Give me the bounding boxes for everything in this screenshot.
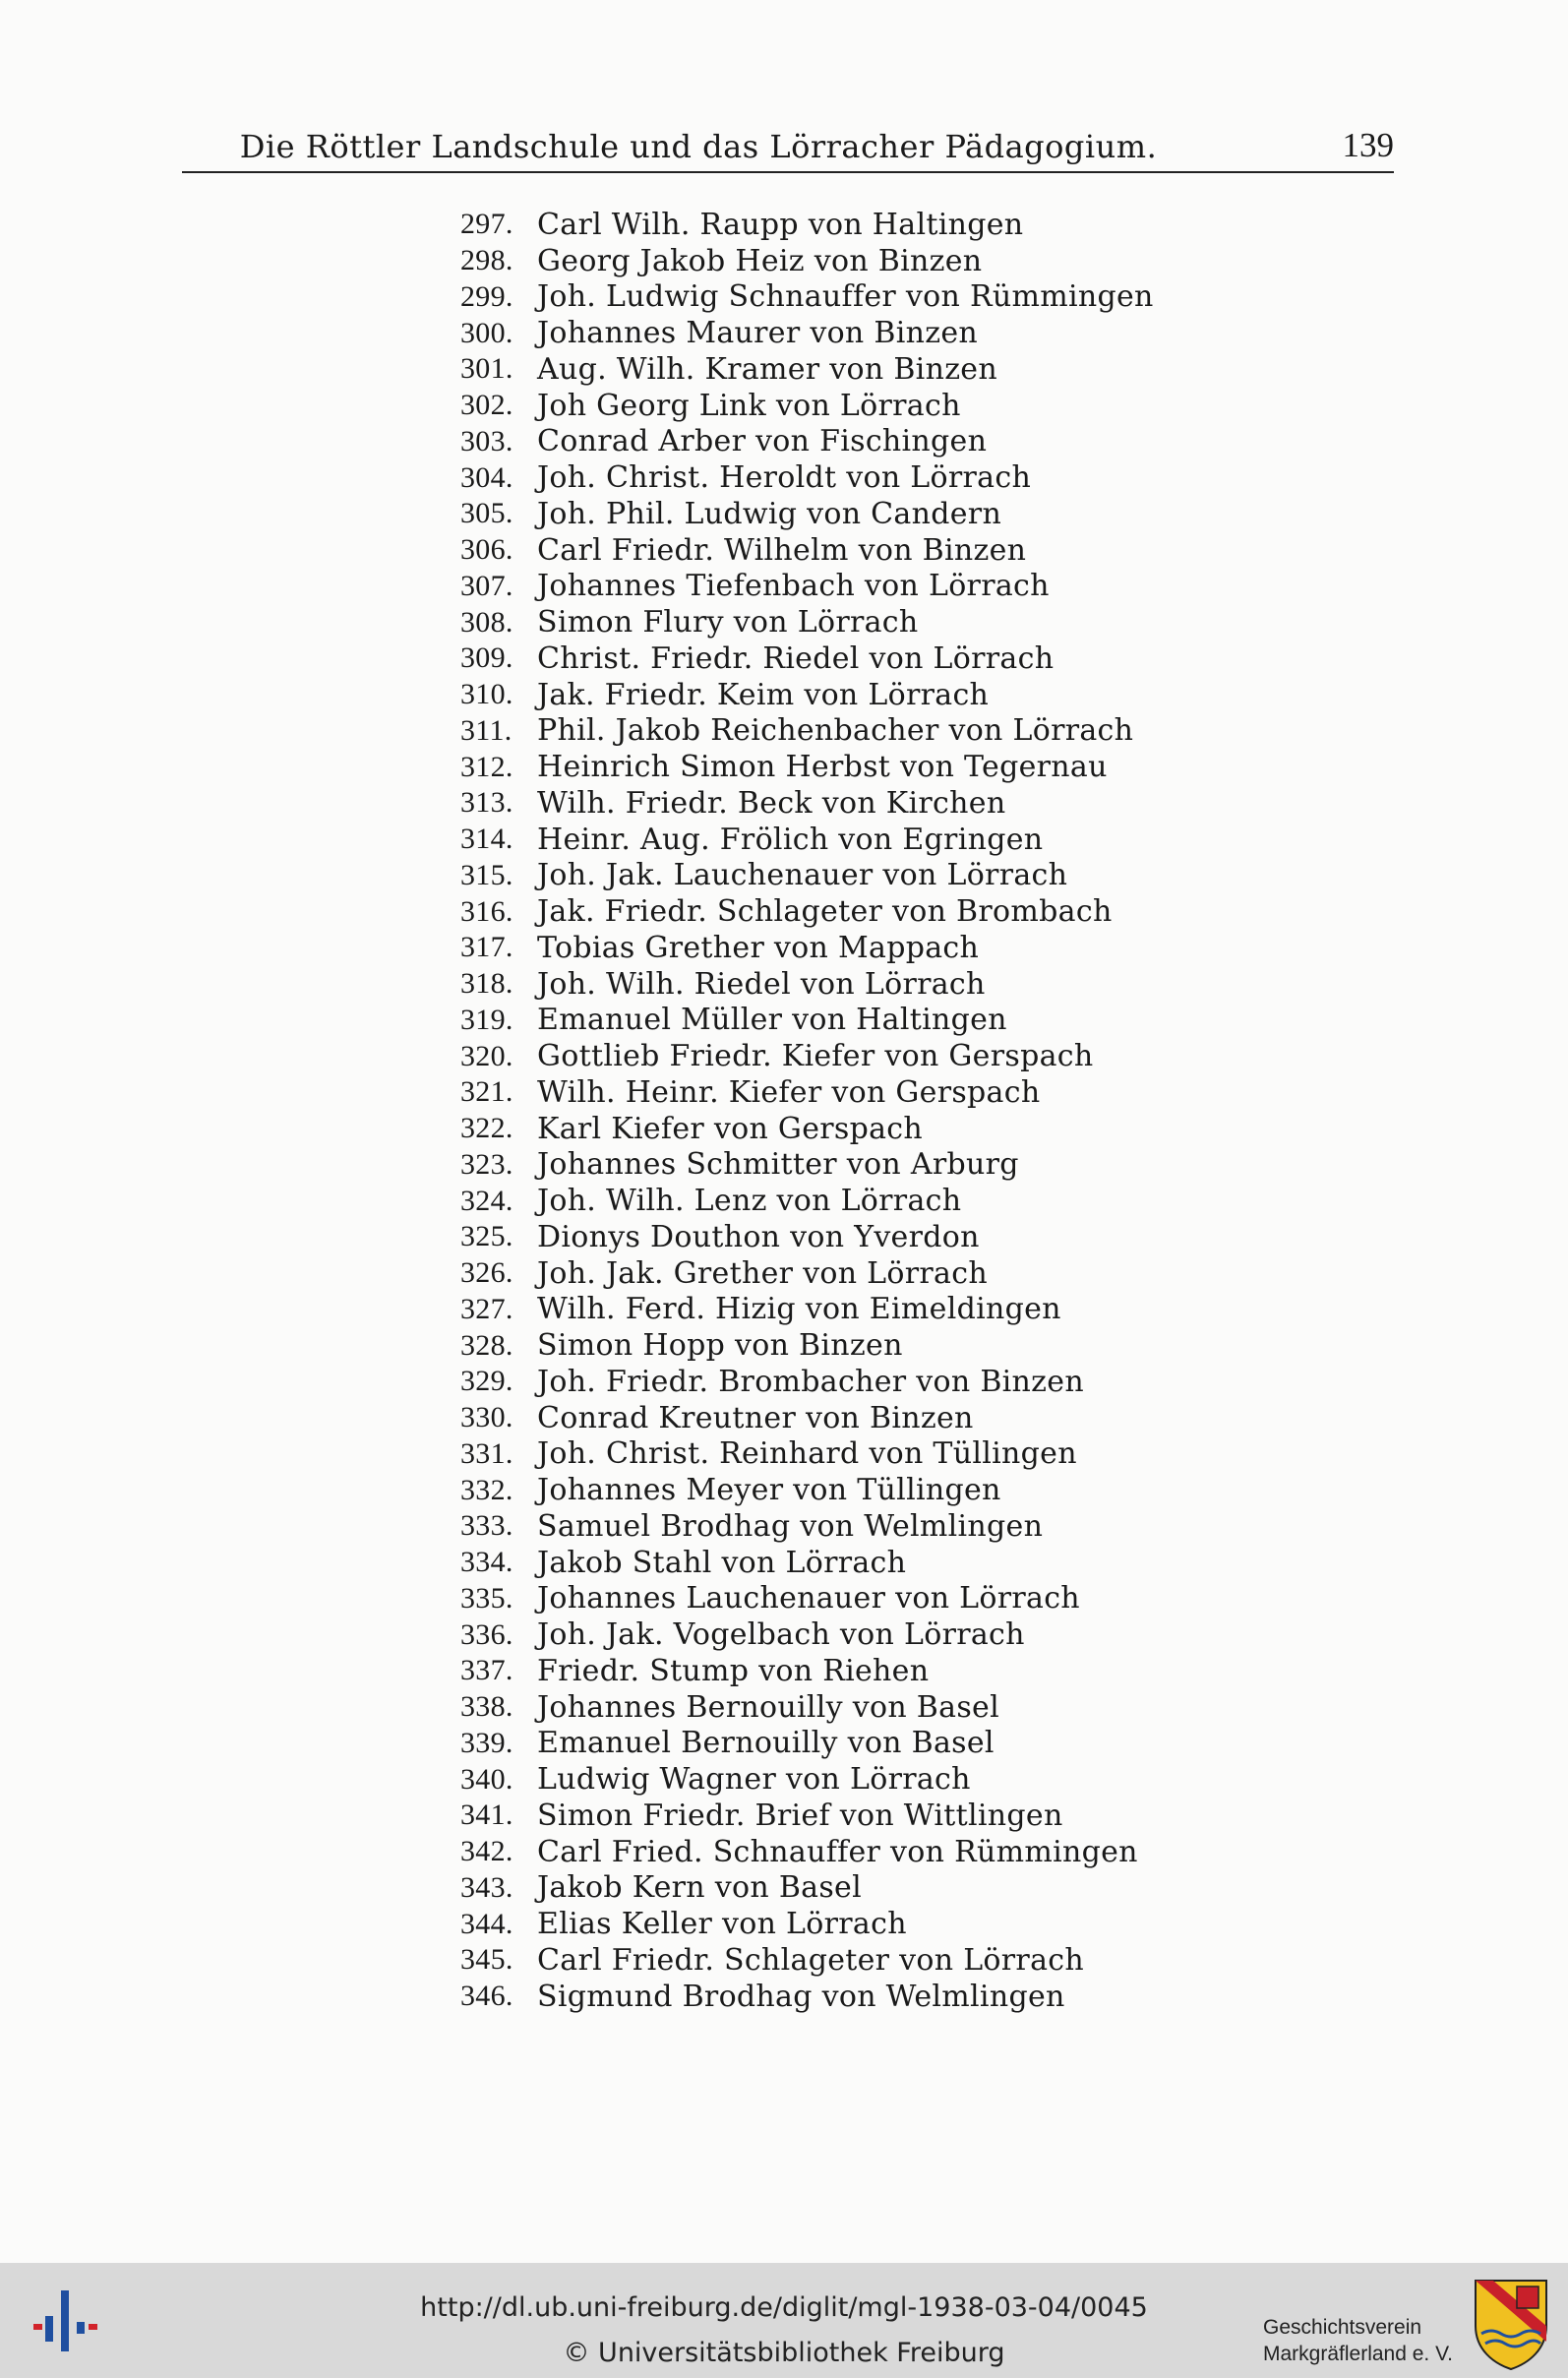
list-item <box>460 1038 1154 1074</box>
entry-name: Aug. Wilh. Kramer von Binzen <box>537 351 997 387</box>
entry-name: Johannes Schmitter von Arburg <box>537 1147 1019 1183</box>
list-item <box>460 243 1154 279</box>
list-item <box>460 749 1154 785</box>
list-item <box>460 1364 1154 1400</box>
list-item <box>460 1653 1154 1689</box>
entry-name: Joh. Wilh. Riedel von Lörrach <box>537 966 986 1002</box>
entry-name: Johannes Bernouilly von Basel <box>537 1689 999 1725</box>
list-item <box>460 1689 1154 1726</box>
list-item <box>460 1581 1154 1617</box>
list-item <box>460 1292 1154 1328</box>
list-item <box>460 1508 1154 1545</box>
list-item <box>460 279 1154 316</box>
entry-name: Simon Friedr. Brief von Wittlingen <box>537 1798 1063 1833</box>
entry-name: Carl Fried. Schnauffer von Rümmingen <box>537 1834 1138 1869</box>
entry-number: 310. <box>460 678 513 711</box>
society-name <box>1263 2314 1453 2367</box>
society-name-line-2: Markgräflerland e. V. <box>1263 2343 1453 2365</box>
list-item <box>460 966 1154 1003</box>
list-item <box>460 1545 1154 1581</box>
list-item <box>460 388 1154 424</box>
entry-number: 298. <box>460 244 513 277</box>
entry-number: 335. <box>460 1581 513 1615</box>
entry-number: 302. <box>460 389 513 422</box>
list-item <box>460 1327 1154 1364</box>
entry-number: 338. <box>460 1690 513 1724</box>
list-item <box>460 893 1154 930</box>
list-item <box>460 315 1154 351</box>
entry-name: Wilh. Ferd. Hizig von Eimeldingen <box>537 1292 1061 1327</box>
entry-number: 318. <box>460 967 513 1001</box>
entry-number: 316. <box>460 894 513 928</box>
entry-number: 339. <box>460 1726 513 1759</box>
list-item <box>460 1942 1154 1979</box>
coat-of-arms-icon <box>1472 2277 1550 2371</box>
entry-name: Heinr. Aug. Frölich von Egringen <box>537 822 1044 857</box>
entry-name: Joh. Friedr. Brombacher von Binzen <box>537 1364 1084 1399</box>
list-item <box>460 351 1154 388</box>
entry-number: 329. <box>460 1365 513 1398</box>
entry-name: Johannes Tiefenbach von Lörrach <box>537 569 1050 604</box>
entry-name: Jakob Kern von Basel <box>537 1870 862 1906</box>
entry-number: 345. <box>460 1943 513 1977</box>
entry-number: 307. <box>460 569 513 602</box>
entry-number: 325. <box>460 1220 513 1253</box>
list-item <box>460 1255 1154 1292</box>
list-item <box>460 1834 1154 1870</box>
entry-number: 301. <box>460 352 513 386</box>
entry-number: 343. <box>460 1870 513 1904</box>
list-item <box>460 424 1154 460</box>
entry-name: Joh. Phil. Ludwig von Candern <box>537 496 1002 531</box>
list-item <box>460 1761 1154 1798</box>
entry-name: Johannes Lauchenauer von Lörrach <box>537 1581 1080 1616</box>
entry-number: 317. <box>460 931 513 964</box>
entry-name: Johannes Meyer von Tüllingen <box>537 1473 1001 1508</box>
list-item <box>460 207 1154 243</box>
entry-number: 308. <box>460 605 513 639</box>
list-item <box>460 1183 1154 1219</box>
list-item <box>460 1726 1154 1762</box>
entry-number: 305. <box>460 497 513 530</box>
entry-number: 311. <box>460 713 513 747</box>
entry-number: 303. <box>460 424 513 457</box>
entry-name: Jak. Friedr. Schlageter von Brombach <box>537 894 1113 930</box>
entry-number: 299. <box>460 279 513 313</box>
entry-number: 304. <box>460 460 513 494</box>
list-item <box>460 713 1154 750</box>
entry-number: 326. <box>460 1256 513 1290</box>
entry-number: 328. <box>460 1328 513 1362</box>
entry-number: 341. <box>460 1799 513 1832</box>
entry-name: Emanuel Müller von Haltingen <box>537 1003 1007 1038</box>
list-item <box>460 496 1154 532</box>
entry-name: Joh. Ludwig Schnauffer von Rümmingen <box>537 279 1154 315</box>
entry-name: Simon Hopp von Binzen <box>537 1328 903 1364</box>
entry-number: 336. <box>460 1617 513 1651</box>
entry-name: Heinrich Simon Herbst von Tegernau <box>537 750 1108 785</box>
entry-name: Sigmund Brodhag von Welmlingen <box>537 1979 1065 2014</box>
list-item <box>460 1436 1154 1473</box>
entry-name: Joh. Christ. Reinhard von Tüllingen <box>537 1436 1077 1472</box>
entry-number: 330. <box>460 1401 513 1434</box>
list-item <box>460 930 1154 966</box>
entry-name: Ludwig Wagner von Lörrach <box>537 1762 971 1798</box>
entry-number: 297. <box>460 208 513 241</box>
entry-name: Joh. Christ. Heroldt von Lörrach <box>537 460 1032 496</box>
entry-name: Wilh. Heinr. Kiefer von Gerspach <box>537 1074 1041 1110</box>
entry-number: 306. <box>460 533 513 567</box>
list-item <box>460 569 1154 605</box>
entry-name: Joh. Wilh. Lenz von Lörrach <box>537 1184 962 1219</box>
entry-number: 320. <box>460 1039 513 1072</box>
list-item <box>460 1906 1154 1942</box>
entry-name: Emanuel Bernouilly von Basel <box>537 1726 995 1761</box>
entry-number: 313. <box>460 786 513 820</box>
copyright-notice: © Universitätsbibliothek Freiburg <box>563 2338 1005 2368</box>
entry-name: Dionys Douthon von Yverdon <box>537 1219 980 1254</box>
entry-number: 331. <box>460 1436 513 1470</box>
entry-name: Simon Flury von Lörrach <box>537 605 919 640</box>
list-item <box>460 1147 1154 1184</box>
running-header <box>182 120 1394 173</box>
entry-name: Joh Georg Link von Lörrach <box>537 388 961 423</box>
entry-number: 314. <box>460 823 513 856</box>
entry-number: 309. <box>460 641 513 675</box>
list-item <box>460 677 1154 713</box>
source-url-link[interactable]: http://dl.ub.uni-freiburg.de/diglit/mgl-1938-03-04/0045 <box>420 2292 1148 2323</box>
list-item <box>460 604 1154 640</box>
society-name-line-1: Geschichtsverein <box>1263 2316 1422 2339</box>
entry-name: Christ. Friedr. Riedel von Lörrach <box>537 640 1055 676</box>
entry-number: 346. <box>460 1980 513 2013</box>
list-item <box>460 532 1154 569</box>
entry-number: 340. <box>460 1762 513 1796</box>
entry-number: 333. <box>460 1509 513 1543</box>
entry-name: Karl Kiefer von Gerspach <box>537 1111 923 1146</box>
entry-name: Carl Wilh. Raupp von Haltingen <box>537 207 1024 242</box>
entry-name: Carl Friedr. Schlageter von Lörrach <box>537 1942 1084 1978</box>
entry-name: Elias Keller von Lörrach <box>537 1907 907 1942</box>
entry-name: Jak. Friedr. Keim von Lörrach <box>537 677 990 712</box>
list-item <box>460 459 1154 496</box>
list-item <box>460 1400 1154 1436</box>
entry-name: Carl Friedr. Wilhelm von Binzen <box>537 532 1027 568</box>
entry-name: Friedr. Stump von Riehen <box>537 1653 930 1688</box>
entry-name: Conrad Arber von Fischingen <box>537 424 988 459</box>
entry-name: Joh. Jak. Vogelbach von Lörrach <box>537 1617 1025 1653</box>
entry-number: 312. <box>460 750 513 783</box>
list-item <box>460 1798 1154 1834</box>
list-item <box>460 1111 1154 1147</box>
entry-name: Tobias Grether von Mappach <box>537 930 980 965</box>
entry-number: 337. <box>460 1654 513 1687</box>
entry-name: Gottlieb Friedr. Kiefer von Gerspach <box>537 1039 1094 1074</box>
entry-number: 327. <box>460 1292 513 1325</box>
list-item <box>460 1472 1154 1508</box>
entry-name: Conrad Kreutner von Binzen <box>537 1400 974 1435</box>
entry-number: 323. <box>460 1147 513 1181</box>
entry-number: 315. <box>460 858 513 891</box>
entry-number: 324. <box>460 1184 513 1217</box>
list-item <box>460 640 1154 677</box>
entry-number: 342. <box>460 1835 513 1868</box>
entry-name: Johannes Maurer von Binzen <box>537 316 979 351</box>
list-item <box>460 785 1154 822</box>
list-item <box>460 1003 1154 1039</box>
list-item <box>460 1074 1154 1111</box>
list-item <box>460 858 1154 894</box>
running-title: Die Röttler Landschule und das Lörracher Pädagogium. <box>239 128 1158 165</box>
list-item <box>460 1870 1154 1907</box>
entry-name: Georg Jakob Heiz von Binzen <box>537 243 983 278</box>
list-item <box>460 822 1154 858</box>
entry-number: 319. <box>460 1003 513 1036</box>
page-number: 139 <box>1342 126 1394 164</box>
list-item <box>460 1979 1154 2015</box>
entry-number: 332. <box>460 1473 513 1506</box>
entry-name: Phil. Jakob Reichenbacher von Lörrach <box>537 713 1134 749</box>
entry-number: 334. <box>460 1546 513 1579</box>
list-item <box>460 1219 1154 1255</box>
entry-number: 300. <box>460 316 513 349</box>
entry-name: Samuel Brodhag von Welmlingen <box>537 1508 1044 1544</box>
student-list <box>460 207 1154 2015</box>
entry-name: Jakob Stahl von Lörrach <box>537 1545 907 1580</box>
footer-bar <box>0 2263 1568 2378</box>
entry-name: Joh. Jak. Lauchenauer von Lörrach <box>537 858 1068 893</box>
entry-name: Joh. Jak. Grether von Lörrach <box>537 1255 988 1291</box>
entry-name: Wilh. Friedr. Beck von Kirchen <box>537 785 1006 821</box>
entry-number: 344. <box>460 1907 513 1940</box>
entry-number: 321. <box>460 1075 513 1109</box>
entry-number: 322. <box>460 1112 513 1145</box>
list-item <box>460 1616 1154 1653</box>
